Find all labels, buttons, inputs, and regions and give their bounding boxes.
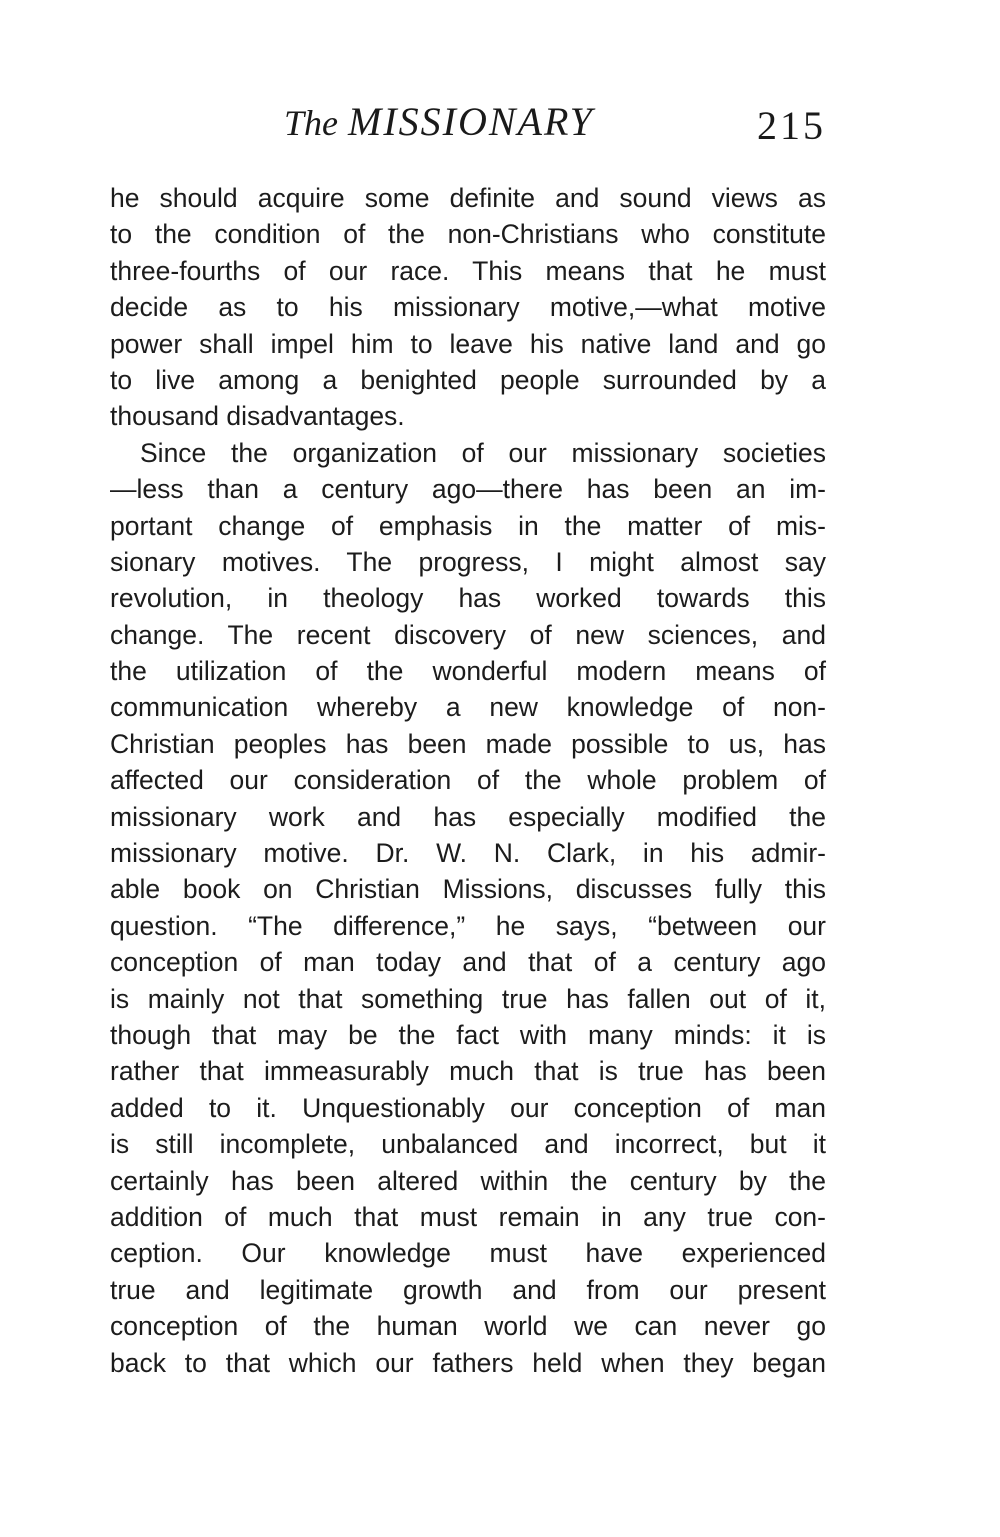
text-line: added to it. Unquestionably our conception of man: [110, 1092, 826, 1123]
running-title-prefix: The: [284, 103, 338, 143]
text-line: sionary motives. The progress, I might almost say: [110, 546, 826, 577]
paragraph-2: [110, 435, 826, 1381]
text-line: Since the organization of our missionary societies: [140, 437, 826, 468]
text-line: addition of much that must remain in any true con-: [110, 1201, 826, 1232]
text-line: power shall impel him to leave his native land and go: [110, 328, 826, 359]
text-line: rather that immeasurably much that is true has been: [110, 1056, 826, 1087]
text-line: thousand disadvantages.: [110, 401, 405, 432]
text-line: ception. Our knowledge must have experienced: [110, 1238, 826, 1269]
text-line: missionary motive. Dr. W. N. Clark, in his admir-: [110, 838, 826, 869]
text-line: question. “The difference,” he says, “between our: [110, 910, 826, 941]
text-line: able book on Christian Missions, discusses fully this: [110, 874, 826, 905]
text-line: true and legitimate growth and from our present: [110, 1274, 826, 1305]
text-line: revolution, in theology has worked towards this: [110, 583, 826, 614]
running-title-main: MISSIONARY: [348, 99, 594, 144]
text-line: communication whereby a new knowledge of non-: [110, 692, 826, 723]
text-line: though that may be the fact with many minds: it is: [110, 1019, 826, 1050]
text-line: —less than a century ago—there has been an im-: [110, 474, 826, 505]
text-line: missionary work and has especially modified the: [110, 801, 826, 832]
text-line: change. The recent discovery of new sciences, and: [110, 619, 826, 650]
text-line: conception of man today and that of a century ago: [110, 947, 826, 978]
text-line: is mainly not that something true has fallen out of it,: [110, 983, 826, 1014]
paragraph-1: [110, 180, 826, 435]
text-line: three-fourths of our race. This means that he must: [110, 255, 826, 286]
text-line: to live among a benighted people surrounded by a: [110, 364, 826, 395]
running-title: [284, 98, 594, 147]
body-text: [110, 180, 826, 1381]
text-line: affected our consideration of the whole problem of: [110, 765, 826, 796]
text-line: conception of the human world we can never go: [110, 1311, 826, 1342]
text-line: decide as to his missionary motive,—what motive: [110, 292, 826, 323]
text-line: back to that which our fathers held when they began: [110, 1347, 826, 1378]
text-line: portant change of emphasis in the matter of mis-: [110, 510, 826, 541]
page-number: 215: [757, 103, 826, 148]
text-line: he should acquire some definite and sound views as: [110, 183, 826, 213]
running-header: [110, 98, 826, 158]
text-line: certainly has been altered within the century by the: [110, 1165, 826, 1196]
text-line: is still incomplete, unbalanced and incorrect, but it: [110, 1129, 826, 1160]
text-line: the utilization of the wonderful modern means of: [110, 656, 826, 687]
text-line: Christian peoples has been made possible to us, has: [110, 728, 826, 759]
text-line: to the condition of the non-Christians who constitute: [110, 219, 826, 250]
